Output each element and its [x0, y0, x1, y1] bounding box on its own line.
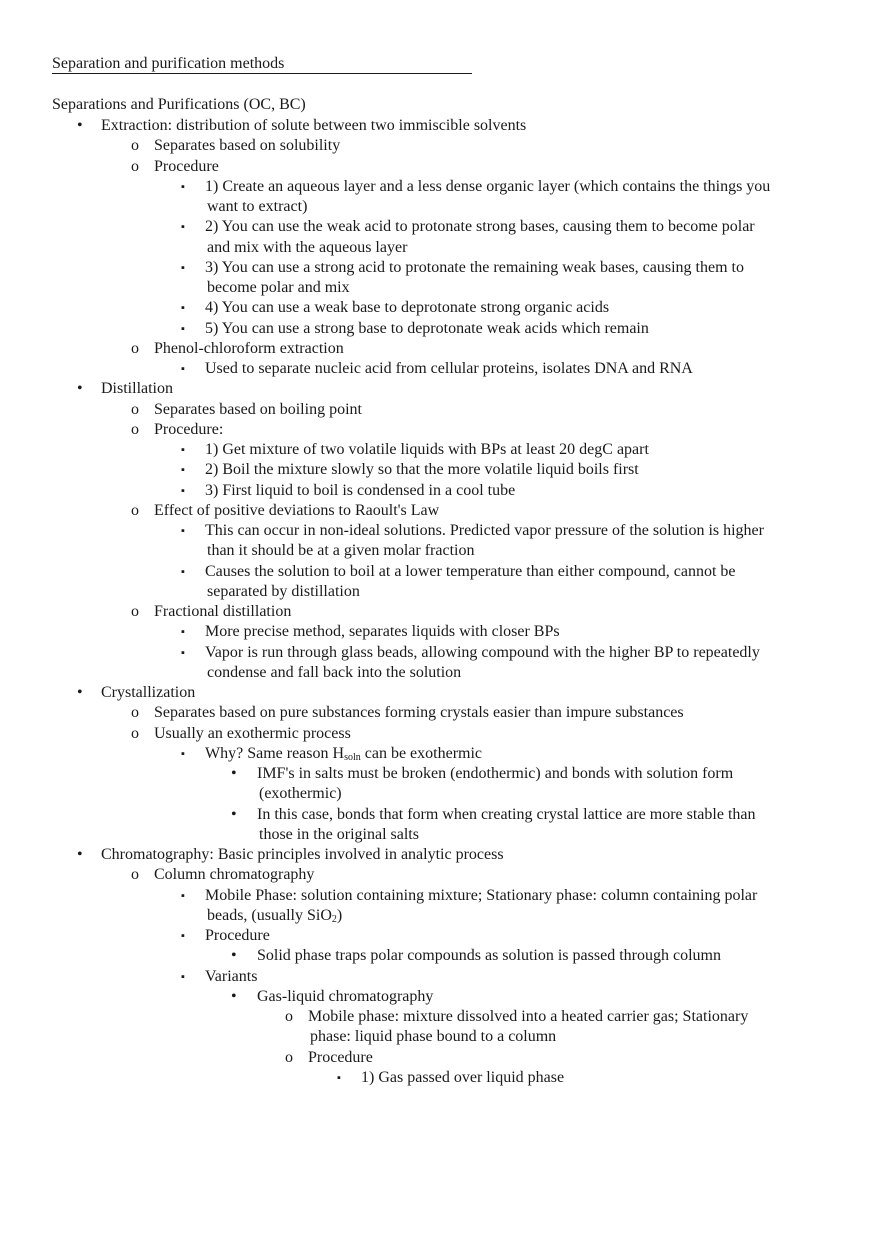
section-heading: Separations and Purifications (OC, BC) — [52, 96, 306, 113]
list-item — [0, 379, 880, 399]
list-item-text: Procedure — [308, 1048, 373, 1066]
list-item-text: Phenol-chloroform extraction — [154, 339, 344, 357]
text-segment: Why? Same reason H — [205, 744, 345, 762]
list-item-text: Causes the solution to boil at a lower temperature than either compound, cannot be — [205, 562, 736, 580]
list-item-text: Chromatography: Basic principles involved in analytic process — [101, 846, 504, 863]
bullet-icon: • — [231, 765, 237, 782]
list-item — [0, 319, 880, 339]
list-item-text: Vapor is run through glass beads, allowing compound with the higher BP to repeatedly — [205, 643, 760, 661]
square-bullet-icon: ▪ — [181, 444, 185, 456]
square-bullet-icon: ▪ — [181, 221, 185, 234]
list-item — [0, 805, 880, 825]
list-item-text: Procedure: — [154, 420, 224, 438]
list-item-text: More precise method, separates liquids with closer BPs — [205, 623, 560, 641]
list-item-text: condense and fall back into the solution — [207, 663, 462, 681]
square-bullet-icon: ▪ — [181, 970, 185, 983]
list-item — [0, 602, 880, 622]
text-segment: can be exothermic — [360, 744, 483, 762]
list-item — [0, 460, 880, 480]
list-item — [0, 622, 880, 642]
list-item — [0, 521, 880, 541]
list-item-continuation — [0, 238, 880, 258]
list-item — [0, 886, 880, 906]
square-bullet-icon: ▪ — [181, 889, 185, 902]
list-item-text: phase: liquid phase bound to a column — [310, 1028, 557, 1046]
square-bullet-icon: ▪ — [181, 261, 185, 274]
list-item-text: Mobile phase: mixture dissolved into a heated carrier gas; Stationary — [308, 1008, 749, 1025]
list-item-text — [205, 744, 482, 764]
bullet-icon: • — [231, 987, 237, 1005]
list-item — [0, 764, 880, 784]
circle-bullet-icon: o — [285, 1008, 293, 1025]
list-item-text: 2) Boil the mixture slowly so that the more volatile liquid boils first — [205, 461, 639, 479]
bullet-icon: • — [77, 684, 83, 701]
list-item — [0, 967, 880, 987]
square-bullet-icon: ▪ — [181, 747, 185, 760]
list-item — [0, 339, 880, 359]
square-bullet-icon: ▪ — [181, 302, 185, 315]
list-item — [0, 359, 880, 379]
square-bullet-icon: ▪ — [181, 646, 185, 659]
list-item-text: Procedure — [154, 157, 219, 175]
square-bullet-icon: ▪ — [181, 180, 185, 193]
square-bullet-icon: ▪ — [181, 484, 185, 497]
square-bullet-icon: ▪ — [181, 626, 185, 639]
circle-bullet-icon: o — [131, 400, 139, 418]
list-item-text: 5) You can use a strong base to deprotonate weak acids which remain — [205, 319, 649, 337]
list-item — [0, 703, 880, 723]
list-item-text: Separates based on boiling point — [154, 400, 362, 418]
list-item — [0, 258, 880, 278]
list-item — [0, 643, 880, 663]
list-item-text: than it should be at a given molar fraction — [207, 542, 475, 560]
list-item-continuation — [0, 825, 880, 845]
list-item — [0, 683, 880, 703]
list-item-continuation — [0, 784, 880, 804]
list-item — [0, 946, 880, 966]
circle-bullet-icon: o — [131, 704, 139, 722]
list-item — [0, 116, 880, 136]
list-item — [0, 217, 880, 237]
list-item — [0, 298, 880, 318]
list-item-text — [207, 906, 342, 926]
list-item — [0, 744, 880, 764]
list-item-text: 3) You can use a strong acid to protonate the remaining weak bases, causing them to — [205, 258, 744, 276]
list-item-continuation — [0, 197, 880, 217]
list-item-text: Separates based on pure substances forming crystals easier than impure substances — [154, 704, 684, 722]
square-bullet-icon: ▪ — [181, 464, 185, 477]
list-item — [0, 987, 880, 1007]
list-item — [0, 440, 880, 460]
circle-bullet-icon: o — [131, 339, 139, 357]
list-item-text: This can occur in non-ideal solutions. Predicted vapor pressure of the solution is higher — [205, 522, 764, 539]
list-item-text: Mobile Phase: solution containing mixture; Stationary phase: column containing polar — [205, 886, 758, 904]
list-item-text: IMF's in salts must be broken (endothermic) and bonds with solution form — [257, 765, 734, 782]
circle-bullet-icon: o — [131, 137, 139, 155]
list-item — [0, 724, 880, 744]
list-item-text: Gas-liquid chromatography — [257, 987, 434, 1005]
list-item — [0, 481, 880, 501]
list-item-text: 1) Gas passed over liquid phase — [361, 1068, 565, 1086]
list-item-text: 2) You can use the weak acid to protonate strong bases, causing them to become polar — [205, 218, 755, 236]
square-bullet-icon: ▪ — [181, 565, 185, 578]
list-item-text: become polar and mix — [207, 279, 350, 296]
list-item-continuation — [0, 278, 880, 298]
square-bullet-icon: ▪ — [181, 930, 185, 942]
text-segment: ) — [336, 906, 343, 924]
list-item — [0, 157, 880, 177]
list-item — [0, 420, 880, 440]
list-item-text: (exothermic) — [259, 785, 342, 803]
list-item-text: those in the original salts — [259, 825, 419, 843]
bullet-icon: • — [77, 380, 83, 398]
list-item-text: Crystallization — [101, 684, 196, 701]
list-item-text: Used to separate nucleic acid from cellular proteins, isolates DNA and RNA — [205, 360, 693, 377]
list-item-text: Extraction: distribution of solute between two immiscible solvents — [101, 117, 527, 134]
circle-bullet-icon: o — [285, 1048, 293, 1066]
list-item-text: Distillation — [101, 380, 173, 398]
bullet-icon: • — [231, 805, 237, 823]
list-item-text: Separates based on solubility — [154, 137, 341, 155]
list-item — [0, 1007, 880, 1027]
list-item — [0, 136, 880, 156]
outline-list — [0, 116, 880, 1088]
square-bullet-icon: ▪ — [181, 363, 185, 375]
list-item-continuation — [0, 663, 880, 683]
list-item-text: want to extract) — [207, 198, 308, 215]
list-item — [0, 562, 880, 582]
list-item — [0, 1068, 880, 1088]
list-item-text: 4) You can use a weak base to deprotonate strong organic acids — [205, 299, 610, 317]
list-item-text: and mix with the aqueous layer — [207, 238, 408, 256]
circle-bullet-icon: o — [131, 724, 139, 742]
list-item-continuation — [0, 1027, 880, 1047]
list-item — [0, 865, 880, 885]
list-item-text: In this case, bonds that form when creating crystal lattice are more stable than — [257, 805, 756, 823]
list-item-text: Fractional distillation — [154, 603, 292, 620]
circle-bullet-icon: o — [131, 603, 139, 620]
list-item — [0, 845, 880, 865]
list-item-text: Effect of positive deviations to Raoult's Law — [154, 501, 440, 519]
list-item-text: Solid phase traps polar compounds as solution is passed through column — [257, 947, 721, 965]
list-item-continuation — [0, 582, 880, 602]
list-item — [0, 926, 880, 946]
list-item — [0, 1048, 880, 1068]
list-item — [0, 177, 880, 197]
square-bullet-icon: ▪ — [181, 525, 185, 537]
list-item-text: 1) Create an aqueous layer and a less dense organic layer (which contains the things you — [205, 177, 771, 195]
list-item-text: 3) First liquid to boil is condensed in a cool tube — [205, 481, 516, 499]
circle-bullet-icon: o — [131, 501, 139, 519]
bullet-icon: • — [77, 846, 83, 863]
list-item — [0, 501, 880, 521]
square-bullet-icon: ▪ — [337, 1071, 341, 1084]
circle-bullet-icon: o — [131, 420, 139, 438]
bullet-icon: • — [231, 947, 237, 965]
subscript-text: 2 — [331, 913, 337, 925]
subscript-text: soln — [344, 751, 361, 763]
list-item-continuation — [0, 906, 880, 926]
list-item-text: Column chromatography — [154, 866, 315, 884]
document-title: Separation and purification methods — [52, 54, 472, 74]
list-item-text: Usually an exothermic process — [154, 724, 351, 742]
square-bullet-icon: ▪ — [181, 322, 185, 335]
circle-bullet-icon: o — [131, 157, 139, 175]
list-item-continuation — [0, 541, 880, 561]
circle-bullet-icon: o — [131, 866, 139, 884]
list-item-text: Procedure — [205, 927, 270, 944]
bullet-icon: • — [77, 117, 83, 134]
text-segment: beads, (usually SiO — [207, 906, 332, 924]
list-item-text: Variants — [205, 967, 258, 985]
list-item-text: separated by distillation — [207, 582, 360, 600]
list-item-text: 1) Get mixture of two volatile liquids with BPs at least 20 degC apart — [205, 441, 649, 458]
list-item — [0, 400, 880, 420]
